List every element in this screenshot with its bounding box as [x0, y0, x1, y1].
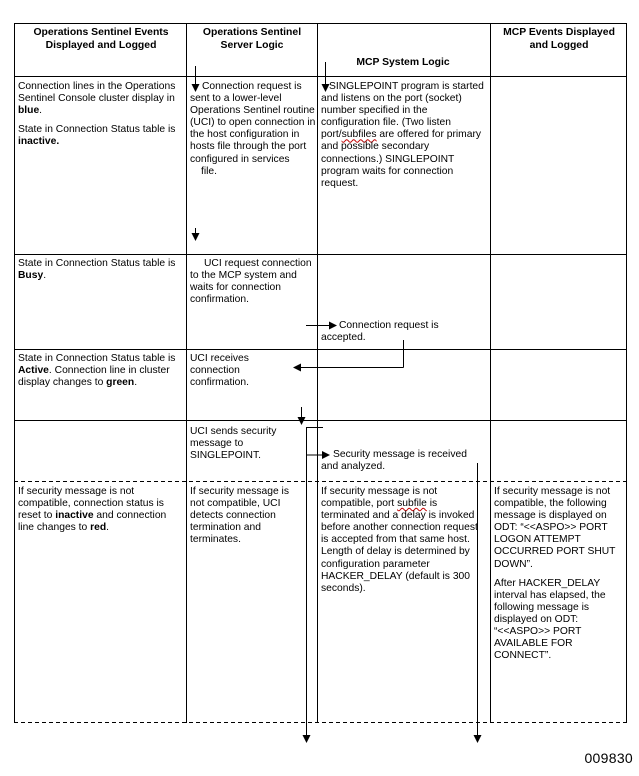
header-mcp-events: MCP Events Displayed and Logged	[503, 27, 615, 51]
busy-label: Busy	[18, 270, 44, 282]
odt-message-1: If security message is not compatible, the following message is displayed on ODT: “<<ASPO>> PORT LOGON ATTEMPT OCCURRED PORT SHUT DOWN”.	[494, 486, 616, 570]
row1-state-text: State in Connection Status table is	[18, 124, 176, 136]
header-server: Operations Sentinel Server Logic	[202, 27, 302, 51]
row5-events-mid: and connection line changes to	[18, 510, 167, 534]
row5-mcp-text-a: If security message is not compatible, port	[321, 486, 438, 510]
figure-number: 009830	[584, 750, 633, 766]
row1-events	[18, 81, 184, 155]
header-events: Operations Sentinel Events Displayed and Logged	[33, 27, 169, 51]
row1-events-punct: .	[39, 105, 43, 117]
row5-server: If security message is not compatible, UCI detects connection termination and terminates.	[190, 486, 289, 546]
row2-events-text: State in Connection Status table is	[18, 258, 176, 269]
row5-events-punct: .	[106, 522, 110, 534]
row1-mcp	[321, 81, 488, 190]
row5-mcp-text-b: is terminated and a delay is invoked before another connection request is accepted from that same host. Length of delay is determined by configuration parameter HACKER_DELAY (default is 300 seconds).	[321, 498, 478, 594]
row5-mcp-subfile: subfile	[397, 498, 427, 510]
row5-events	[18, 486, 184, 534]
active-label: Active	[18, 365, 49, 377]
row1-server-tail: file.	[201, 165, 218, 177]
row3-events	[18, 353, 184, 389]
row2-events	[18, 258, 184, 282]
row3-events-mid: . Connection line in cluster display changes to	[18, 365, 170, 389]
row1-server-text: Connection request is sent to a lower-level Operations Sentinel routine (UCI) to open connection in the host configuration in hosts file through the port configured in services	[190, 81, 316, 165]
red-label: red	[90, 522, 107, 534]
row2-events-punct: .	[43, 270, 47, 282]
row3-server: UCI receives connection confirmation.	[190, 353, 249, 389]
row1-mcp-subfiles: subfiles	[341, 129, 377, 141]
inactive-label: inactive.	[18, 136, 60, 148]
odt-message-2: After HACKER_DELAY interval has elapsed, the following message is displayed on ODT: “<<ASPO>> PORT AVAILABLE FOR CONNECT”.	[494, 577, 606, 662]
row5-events-text: If security message is not compatible, connection status is reset to	[18, 486, 164, 522]
row4-mcp: Security message is received and analyzed.	[321, 449, 467, 473]
inactive-label-2: inactive	[55, 510, 94, 522]
row4-server: UCI sends security message to SINGLEPOINT.	[190, 426, 277, 462]
header-mcp: MCP System Logic	[356, 57, 450, 68]
row1-server	[190, 81, 316, 178]
row1-mcp-text-a: SINGLEPOINT program is started and listens on the port (socket) number specified in the configuration file. (Two listen port/	[321, 81, 484, 141]
row2-mcp: Connection request is accepted.	[321, 320, 439, 344]
row5-odt	[494, 486, 624, 669]
row5-mcp	[321, 486, 487, 595]
row3-events-text: State in Connection Status table is	[18, 353, 176, 364]
row1-mcp-text-b: are offered for primary and possible secondary connections.) SINGLEPOINT program waits for connection request.	[321, 129, 482, 189]
row1-events-text: Connection lines in the Operations Sentinel Console cluster display in	[18, 81, 176, 105]
row2-server: UCI request connection to the MCP system and waits for connection confirmation.	[190, 258, 312, 306]
row3-events-punct: .	[134, 377, 138, 389]
green-label: green	[106, 377, 135, 389]
blue-label: blue	[18, 105, 40, 117]
